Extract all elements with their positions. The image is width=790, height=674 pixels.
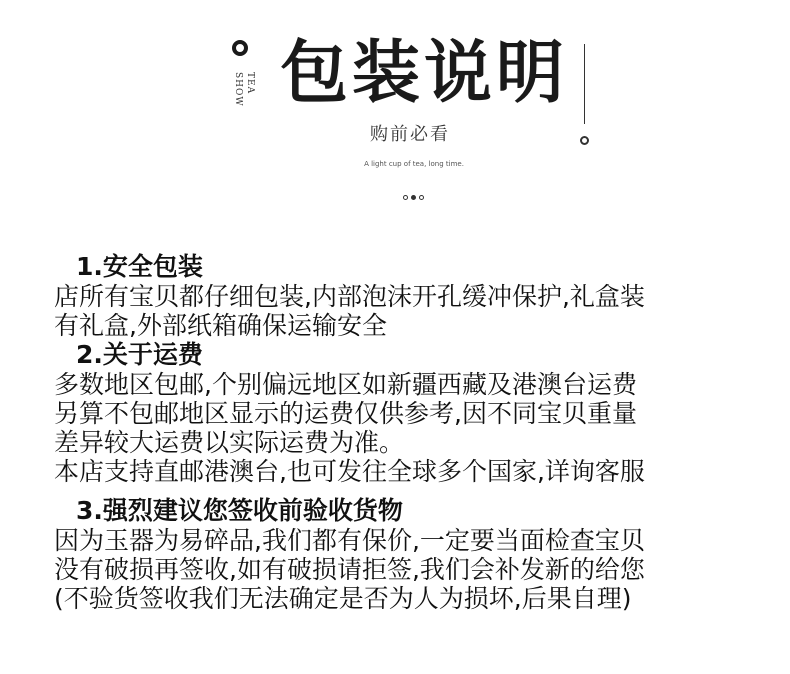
side-tag: TEA SHOW — [233, 72, 255, 107]
section-title: 3.强烈建议您签收前验收货物 — [76, 496, 403, 525]
header — [0, 0, 790, 220]
section-line: 另算不包邮地区显示的运费仅供参考,因不同宝贝重量 — [54, 399, 637, 428]
dot-icon — [419, 195, 424, 200]
section-title: 1.安全包装 — [76, 252, 203, 281]
tagline: A light cup of tea, long time. — [364, 160, 464, 168]
subtitle: 购前必看 — [370, 124, 450, 145]
page-title: 包装说明 — [280, 33, 569, 113]
section-title: 2.关于运费 — [76, 340, 203, 369]
section-line: 多数地区包邮,个别偏远地区如新疆西藏及港澳台运费 — [54, 370, 637, 399]
section-line: 没有破损再签收,如有破损请拒签,我们会补发新的给您 — [54, 555, 645, 584]
section-line: (不验货签收我们无法确定是否为人为损坏,后果自理) — [54, 584, 632, 613]
section-line: 本店支持直邮港澳台,也可发往全球多个国家,详询客服 — [54, 457, 645, 486]
section-inspection — [54, 496, 774, 613]
section-line: 店所有宝贝都仔细包装,内部泡沫开孔缓冲保护,礼盒装 — [54, 282, 645, 311]
instructions-content — [54, 252, 774, 613]
dot-icon-filled — [411, 195, 416, 200]
section-line: 有礼盒,外部纸箱确保运输安全 — [54, 311, 387, 340]
dot-icon — [403, 195, 408, 200]
divider-line — [584, 44, 585, 124]
section-packaging — [54, 252, 774, 340]
circle-icon — [232, 40, 248, 56]
section-shipping — [54, 340, 774, 486]
dots-indicator — [403, 195, 424, 200]
section-line: 差异较大运费以实际运费为准。 — [54, 428, 405, 457]
section-line: 因为玉器为易碎品,我们都有保价,一定要当面检查宝贝 — [54, 526, 645, 555]
